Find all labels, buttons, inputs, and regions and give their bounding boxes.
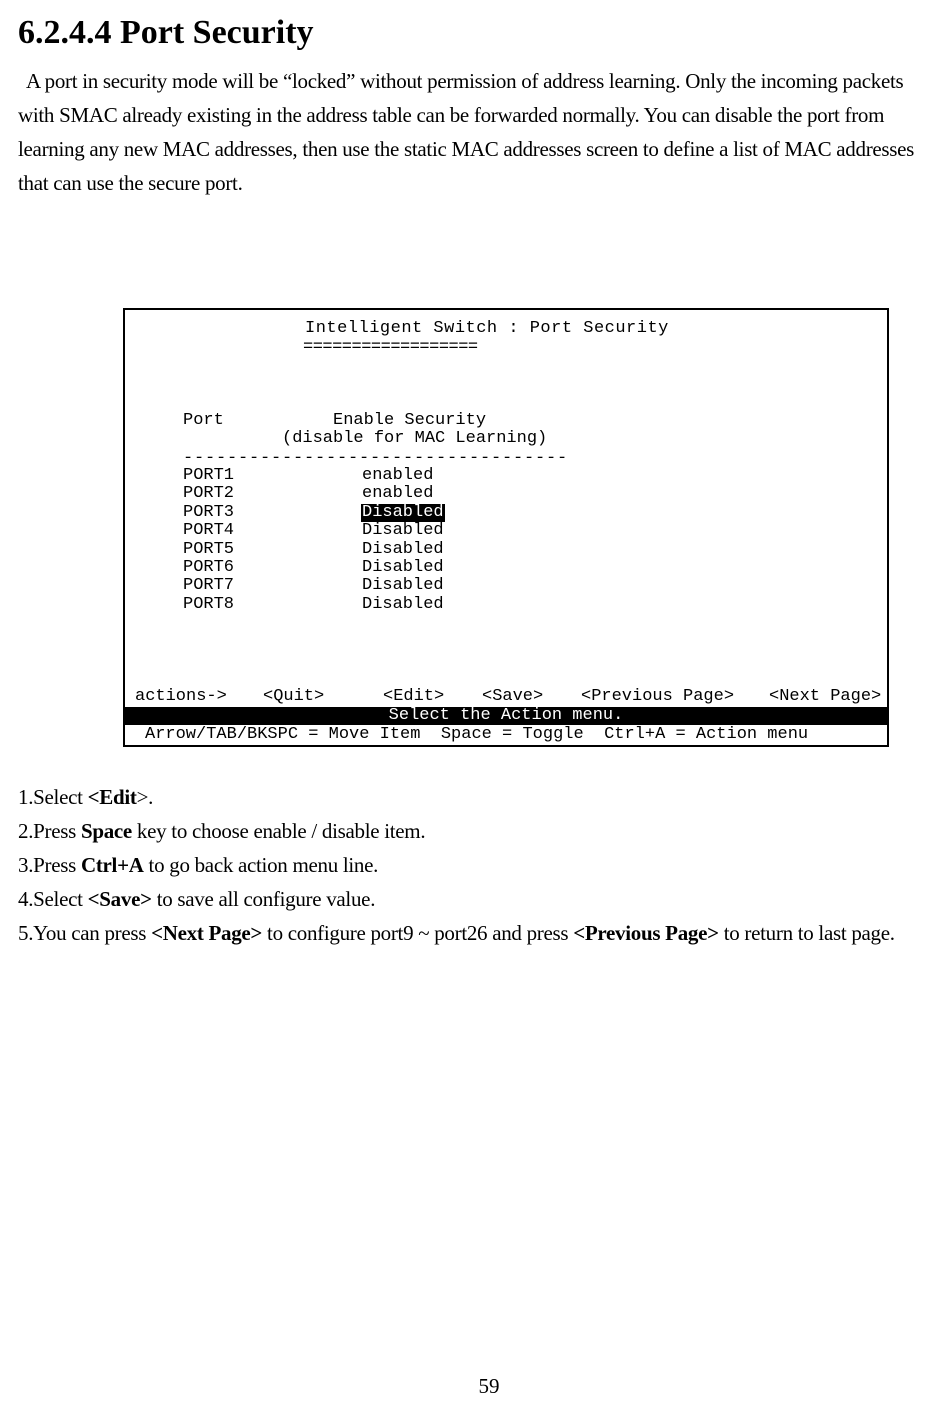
intro-paragraph: A port in security mode will be “locked” without permission of address learning. Only the incoming packets with SMAC already existing in the address table can be forwarded normally. You can disable the port from learning any new MAC addresses, then use the static MAC addresses screen to define a list of MAC addresses that can use the secure port. <box>18 69 915 195</box>
save-action[interactable]: <Save> <box>482 687 544 706</box>
port-row <box>183 577 583 595</box>
column-header-subtitle: (disable for MAC Learning) <box>282 429 548 448</box>
column-header-port: Port <box>183 411 224 430</box>
terminal-title: Intelligent Switch : Port Security <box>305 319 669 338</box>
actions-label: actions-> <box>135 687 227 706</box>
port-security-toggle-selected[interactable]: Disabled <box>362 502 444 522</box>
port-security-toggle[interactable]: Disabled <box>362 539 444 559</box>
port-row <box>183 541 583 559</box>
port-list <box>183 467 583 614</box>
page-number: 59 <box>478 1374 500 1398</box>
step-3: 3.Press Ctrl+A to go back action menu line. <box>18 853 379 877</box>
step-5: 5.You can press <Next Page> to configure port9 ~ port26 and press <Previous Page> to return to last page. <box>18 921 895 945</box>
terminal-title-underline: ================== <box>303 338 478 357</box>
edit-action[interactable]: <Edit> <box>383 687 445 706</box>
port-row <box>183 559 583 577</box>
port-name: PORT3 <box>183 502 235 522</box>
port-name: PORT2 <box>183 484 235 504</box>
header-divider: ----------------------------------- <box>183 449 569 468</box>
next-page-action[interactable]: <Next Page> <box>769 687 882 706</box>
port-row <box>183 522 583 540</box>
action-menu <box>135 687 885 707</box>
port-row <box>183 504 583 522</box>
column-header-enable-security: Enable Security <box>333 411 487 430</box>
port-security-toggle[interactable]: Disabled <box>362 557 444 577</box>
port-name: PORT5 <box>183 539 235 559</box>
port-name: PORT7 <box>183 576 235 596</box>
terminal-screenshot <box>123 308 889 747</box>
port-security-toggle[interactable]: Disabled <box>362 594 444 614</box>
port-name: PORT6 <box>183 557 235 577</box>
previous-page-action[interactable]: <Previous Page> <box>581 687 735 706</box>
port-security-toggle[interactable]: enabled <box>362 484 434 504</box>
port-row <box>183 467 583 485</box>
port-row <box>183 596 583 614</box>
step-1: 1.Select <Edit>. <box>18 785 154 809</box>
port-name: PORT8 <box>183 594 235 614</box>
port-name: PORT1 <box>183 466 235 485</box>
quit-action[interactable]: <Quit> <box>263 687 325 706</box>
key-hint-line: Arrow/TAB/BKSPC = Move Item Space = Toggle Ctrl+A = Action menu <box>145 725 809 744</box>
section-heading: 6.2.4.4 Port Security <box>18 14 314 51</box>
port-security-toggle[interactable]: Disabled <box>362 576 444 596</box>
port-row <box>183 485 583 503</box>
port-name: PORT4 <box>183 521 235 541</box>
step-2: 2.Press Space key to choose enable / disable item. <box>18 819 426 843</box>
port-security-toggle[interactable]: enabled <box>362 466 434 485</box>
status-bar: Select the Action menu. <box>125 707 887 725</box>
instruction-steps <box>18 780 918 950</box>
port-security-toggle[interactable]: Disabled <box>362 521 444 541</box>
step-4: 4.Select <Save> to save all configure value. <box>18 887 376 911</box>
